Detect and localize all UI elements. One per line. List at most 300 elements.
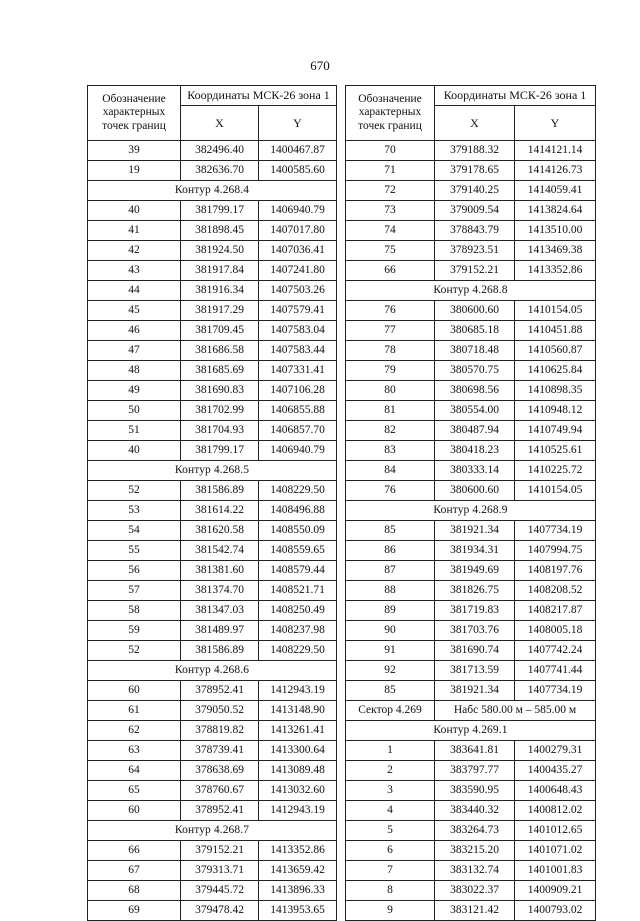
coord-x: 381614.22 (181, 501, 259, 521)
table-row (346, 761, 596, 781)
header-x: X (181, 106, 259, 141)
table-row (88, 361, 337, 381)
coord-y: 1413032.60 (259, 781, 337, 801)
coord-x: 381917.29 (181, 301, 259, 321)
coord-y: 1414126.73 (515, 161, 596, 181)
coord-y: 1400585.60 (259, 161, 337, 181)
point-number: 70 (346, 141, 435, 161)
coord-y: 1407583.04 (259, 321, 337, 341)
coord-x: 381921.34 (435, 681, 515, 701)
coord-y: 1401012.65 (515, 821, 596, 841)
table-row (88, 781, 337, 801)
point-number: 80 (346, 381, 435, 401)
table-row (346, 841, 596, 861)
coord-y: 1408229.50 (259, 641, 337, 661)
coord-x: 381702.99 (181, 401, 259, 421)
point-number: 88 (346, 581, 435, 601)
coord-x: 378638.69 (181, 761, 259, 781)
coord-x: 381917.84 (181, 261, 259, 281)
coord-y: 1401001.83 (515, 861, 596, 881)
point-number: 6 (346, 841, 435, 861)
contour-title: Контур 4.268.4 (88, 181, 337, 201)
coord-x: 381713.59 (435, 661, 515, 681)
contour-header-row (88, 181, 337, 201)
sector-row (346, 701, 596, 721)
coord-x: 383590.95 (435, 781, 515, 801)
coord-x: 380418.23 (435, 441, 515, 461)
point-number: 74 (346, 221, 435, 241)
coord-y: 1414121.14 (515, 141, 596, 161)
table-row (346, 241, 596, 261)
point-number: 77 (346, 321, 435, 341)
point-number: 81 (346, 401, 435, 421)
point-number: 61 (88, 701, 181, 721)
coord-y: 1407579.41 (259, 301, 337, 321)
coord-y: 1407331.41 (259, 361, 337, 381)
point-number: 55 (88, 541, 181, 561)
coord-y: 1400279.31 (515, 741, 596, 761)
table-row (346, 621, 596, 641)
table-row (346, 461, 596, 481)
point-number: 68 (88, 881, 181, 901)
coord-y: 1410560.87 (515, 341, 596, 361)
coord-x: 383132.74 (435, 861, 515, 881)
table-row (346, 421, 596, 441)
coord-y: 1400648.43 (515, 781, 596, 801)
table-row (88, 201, 337, 221)
coord-x: 381686.58 (181, 341, 259, 361)
coord-x: 381799.17 (181, 201, 259, 221)
coord-y: 1410225.72 (515, 461, 596, 481)
table-row (88, 881, 337, 901)
coord-y: 1407503.26 (259, 281, 337, 301)
table-row (88, 341, 337, 361)
header-y: Y (259, 106, 337, 141)
point-number: 53 (88, 501, 181, 521)
point-number: 1 (346, 741, 435, 761)
table-row (88, 621, 337, 641)
coord-y: 1407994.75 (515, 541, 596, 561)
coord-y: 1413352.86 (259, 841, 337, 861)
point-number: 40 (88, 441, 181, 461)
table-row (88, 261, 337, 281)
coord-y: 1413659.42 (259, 861, 337, 881)
coord-x: 381921.34 (435, 521, 515, 541)
point-number: 62 (88, 721, 181, 741)
point-number: 85 (346, 521, 435, 541)
coord-x: 381934.31 (435, 541, 515, 561)
coord-y: 1410451.88 (515, 321, 596, 341)
point-number: 71 (346, 161, 435, 181)
point-number: 69 (88, 901, 181, 921)
point-number: 84 (346, 461, 435, 481)
point-number: 85 (346, 681, 435, 701)
coord-y: 1408229.50 (259, 481, 337, 501)
point-number: 87 (346, 561, 435, 581)
table-row (88, 841, 337, 861)
table-row (346, 681, 596, 701)
point-number: 91 (346, 641, 435, 661)
coord-y: 1408208.52 (515, 581, 596, 601)
point-number: 44 (88, 281, 181, 301)
point-number: 72 (346, 181, 435, 201)
coord-x: 379050.52 (181, 701, 259, 721)
contour-title: Контур 4.268.6 (88, 661, 337, 681)
point-number: 56 (88, 561, 181, 581)
coord-y: 1408217.87 (515, 601, 596, 621)
point-number: 43 (88, 261, 181, 281)
point-number: 76 (346, 301, 435, 321)
coord-x: 381709.45 (181, 321, 259, 341)
coord-y: 1414059.41 (515, 181, 596, 201)
coord-y: 1410948.12 (515, 401, 596, 421)
coord-x: 380600.60 (435, 301, 515, 321)
table-row (346, 321, 596, 341)
sector-title: Сектор 4.269 (346, 701, 435, 721)
point-number: 41 (88, 221, 181, 241)
coord-y: 1407742.24 (515, 641, 596, 661)
point-number: 46 (88, 321, 181, 341)
point-number: 82 (346, 421, 435, 441)
coord-y: 1410154.05 (515, 301, 596, 321)
coord-x: 378760.67 (181, 781, 259, 801)
contour-header-row (346, 501, 596, 521)
point-number: 52 (88, 641, 181, 661)
table-row (88, 161, 337, 181)
coord-y: 1408550.09 (259, 521, 337, 541)
table-row (346, 441, 596, 461)
coord-y: 1407036.41 (259, 241, 337, 261)
point-number: 2 (346, 761, 435, 781)
contour-title: Контур 4.268.9 (346, 501, 596, 521)
coord-y: 1408496.88 (259, 501, 337, 521)
coord-y: 1413261.41 (259, 721, 337, 741)
table-row (88, 321, 337, 341)
table-row (346, 581, 596, 601)
point-number: 57 (88, 581, 181, 601)
coord-x: 381898.45 (181, 221, 259, 241)
coordinates-table-left (87, 85, 337, 921)
coord-y: 1407734.19 (515, 681, 596, 701)
coord-x: 383440.32 (435, 801, 515, 821)
point-number: 90 (346, 621, 435, 641)
coord-x: 378952.41 (181, 681, 259, 701)
coord-y: 1408579.44 (259, 561, 337, 581)
point-number: 54 (88, 521, 181, 541)
table-row (346, 401, 596, 421)
coord-x: 383022.37 (435, 881, 515, 901)
contour-header-row (88, 461, 337, 481)
table-row (346, 561, 596, 581)
coord-y: 1410898.35 (515, 381, 596, 401)
table-row (88, 521, 337, 541)
coord-y: 1406855.88 (259, 401, 337, 421)
contour-header-row (346, 721, 596, 741)
point-number: 86 (346, 541, 435, 561)
contour-title: Контур 4.268.5 (88, 461, 337, 481)
table-row (88, 681, 337, 701)
coord-y: 1413352.86 (515, 261, 596, 281)
coord-y: 1401071.02 (515, 841, 596, 861)
point-number: 83 (346, 441, 435, 461)
point-number: 78 (346, 341, 435, 361)
point-number: 8 (346, 881, 435, 901)
table-row (88, 421, 337, 441)
table-row (346, 181, 596, 201)
coord-x: 381949.69 (435, 561, 515, 581)
table-row (346, 201, 596, 221)
coord-x: 381826.75 (435, 581, 515, 601)
table-row (88, 741, 337, 761)
coord-y: 1410525.61 (515, 441, 596, 461)
contour-title: Контур 4.268.8 (346, 281, 596, 301)
table-row (346, 361, 596, 381)
point-number: 58 (88, 601, 181, 621)
coord-x: 382496.40 (181, 141, 259, 161)
coord-y: 1408197.76 (515, 561, 596, 581)
coord-x: 381685.69 (181, 361, 259, 381)
table-row (346, 821, 596, 841)
table-row (88, 501, 337, 521)
point-number: 3 (346, 781, 435, 801)
table-row (346, 741, 596, 761)
point-number: 65 (88, 781, 181, 801)
coord-x: 381542.74 (181, 541, 259, 561)
coord-y: 1408521.71 (259, 581, 337, 601)
contour-header-row (88, 821, 337, 841)
table-row (88, 561, 337, 581)
table-row (346, 661, 596, 681)
coord-x: 381586.89 (181, 481, 259, 501)
coord-y: 1412943.19 (259, 801, 337, 821)
table-row (346, 881, 596, 901)
point-number: 59 (88, 621, 181, 641)
coord-x: 379178.65 (435, 161, 515, 181)
header-coordinates-title: Координаты МСК-26 зона 1 (181, 86, 337, 106)
point-number: 48 (88, 361, 181, 381)
point-number: 49 (88, 381, 181, 401)
point-number: 19 (88, 161, 181, 181)
coordinates-table-right (345, 85, 596, 921)
point-number: 52 (88, 481, 181, 501)
contour-header-row (346, 281, 596, 301)
point-number: 7 (346, 861, 435, 881)
coord-x: 379140.25 (435, 181, 515, 201)
coord-y: 1410154.05 (515, 481, 596, 501)
coord-y: 1413953.65 (259, 901, 337, 921)
coord-x: 381924.50 (181, 241, 259, 261)
coord-x: 379152.21 (181, 841, 259, 861)
point-number: 89 (346, 601, 435, 621)
coord-x: 378923.51 (435, 241, 515, 261)
table-row (346, 861, 596, 881)
coord-y: 1407741.44 (515, 661, 596, 681)
coord-y: 1413896.33 (259, 881, 337, 901)
point-number: 51 (88, 421, 181, 441)
coord-y: 1408250.49 (259, 601, 337, 621)
point-number: 5 (346, 821, 435, 841)
table-row (346, 481, 596, 501)
coord-x: 381381.60 (181, 561, 259, 581)
coord-y: 1408559.65 (259, 541, 337, 561)
coord-x: 381347.03 (181, 601, 259, 621)
coord-x: 381916.34 (181, 281, 259, 301)
point-number: 42 (88, 241, 181, 261)
table-row (88, 581, 337, 601)
table-row (346, 381, 596, 401)
coord-x: 379188.32 (435, 141, 515, 161)
table-row (346, 601, 596, 621)
coord-y: 1400467.87 (259, 141, 337, 161)
coord-x: 383641.81 (435, 741, 515, 761)
header-y: Y (515, 106, 596, 141)
point-number: 4 (346, 801, 435, 821)
point-number: 40 (88, 201, 181, 221)
point-number: 9 (346, 901, 435, 921)
header-point-label: Обозначение характерных точек границ (346, 86, 435, 141)
coord-x: 383121.42 (435, 901, 515, 921)
coord-x: 380570.75 (435, 361, 515, 381)
table-row (346, 141, 596, 161)
table-row (88, 481, 337, 501)
coord-y: 1410625.84 (515, 361, 596, 381)
coord-x: 380698.56 (435, 381, 515, 401)
table-row (88, 601, 337, 621)
point-number: 45 (88, 301, 181, 321)
point-number: 66 (88, 841, 181, 861)
coord-y: 1413089.48 (259, 761, 337, 781)
coord-x: 381489.97 (181, 621, 259, 641)
point-number: 75 (346, 241, 435, 261)
coord-x: 378819.82 (181, 721, 259, 741)
header-x: X (435, 106, 515, 141)
coord-y: 1406857.70 (259, 421, 337, 441)
coord-y: 1408005.18 (515, 621, 596, 641)
table-row (346, 301, 596, 321)
coord-x: 379152.21 (435, 261, 515, 281)
coord-x: 378739.41 (181, 741, 259, 761)
coord-x: 379313.71 (181, 861, 259, 881)
contour-header-row (88, 661, 337, 681)
table-row (88, 761, 337, 781)
coord-y: 1407734.19 (515, 521, 596, 541)
coord-x: 383797.77 (435, 761, 515, 781)
coord-x: 379445.72 (181, 881, 259, 901)
coord-y: 1400793.02 (515, 901, 596, 921)
point-number: 60 (88, 681, 181, 701)
header-point-label: Обозначение характерных точек границ (88, 86, 181, 141)
coord-y: 1406940.79 (259, 441, 337, 461)
table-row (346, 341, 596, 361)
coord-x: 381719.83 (435, 601, 515, 621)
coord-x: 379009.54 (435, 201, 515, 221)
table-row (88, 441, 337, 461)
coord-y: 1400909.21 (515, 881, 596, 901)
coord-x: 381799.17 (181, 441, 259, 461)
coord-x: 383264.73 (435, 821, 515, 841)
coord-y: 1407017.80 (259, 221, 337, 241)
table-row (346, 521, 596, 541)
coord-y: 1408237.98 (259, 621, 337, 641)
contour-title: Контур 4.268.7 (88, 821, 337, 841)
table-row (88, 701, 337, 721)
coord-y: 1413824.64 (515, 201, 596, 221)
point-number: 66 (346, 261, 435, 281)
coord-x: 378843.79 (435, 221, 515, 241)
table-row (88, 401, 337, 421)
point-number: 92 (346, 661, 435, 681)
coord-x: 381620.58 (181, 521, 259, 541)
coord-x: 380718.48 (435, 341, 515, 361)
point-number: 79 (346, 361, 435, 381)
coord-x: 381586.89 (181, 641, 259, 661)
coord-x: 380685.18 (435, 321, 515, 341)
coord-x: 380554.00 (435, 401, 515, 421)
sector-altitude: Набс 580.00 м – 585.00 м (435, 701, 596, 721)
table-row (346, 261, 596, 281)
point-number: 39 (88, 141, 181, 161)
header-coordinates-title: Координаты МСК-26 зона 1 (435, 86, 596, 106)
point-number: 76 (346, 481, 435, 501)
table-row (346, 541, 596, 561)
table-row (88, 861, 337, 881)
table-row (88, 541, 337, 561)
coord-x: 382636.70 (181, 161, 259, 181)
coord-x: 381704.93 (181, 421, 259, 441)
point-number: 64 (88, 761, 181, 781)
coord-y: 1410749.94 (515, 421, 596, 441)
table-row (346, 641, 596, 661)
coord-x: 380600.60 (435, 481, 515, 501)
coord-x: 379478.42 (181, 901, 259, 921)
table-row (346, 801, 596, 821)
coord-y: 1400812.02 (515, 801, 596, 821)
page-number: 670 (310, 58, 330, 73)
table-row (88, 281, 337, 301)
table-row (88, 301, 337, 321)
table-row (346, 221, 596, 241)
table-row (88, 801, 337, 821)
table-row (88, 381, 337, 401)
coord-x: 378952.41 (181, 801, 259, 821)
coord-y: 1400435.27 (515, 761, 596, 781)
coord-y: 1413510.00 (515, 221, 596, 241)
coord-y: 1412943.19 (259, 681, 337, 701)
coord-y: 1407583.44 (259, 341, 337, 361)
point-number: 63 (88, 741, 181, 761)
table-row (346, 781, 596, 801)
point-number: 47 (88, 341, 181, 361)
coord-y: 1413300.64 (259, 741, 337, 761)
coord-y: 1413148.90 (259, 701, 337, 721)
point-number: 50 (88, 401, 181, 421)
contour-title: Контур 4.269.1 (346, 721, 596, 741)
coord-x: 381374.70 (181, 581, 259, 601)
point-number: 73 (346, 201, 435, 221)
coord-y: 1407106.28 (259, 381, 337, 401)
coord-x: 380487.94 (435, 421, 515, 441)
coord-x: 383215.20 (435, 841, 515, 861)
coord-y: 1413469.38 (515, 241, 596, 261)
coord-x: 381690.74 (435, 641, 515, 661)
point-number: 67 (88, 861, 181, 881)
table-row (346, 161, 596, 181)
coord-y: 1407241.80 (259, 261, 337, 281)
table-row (88, 221, 337, 241)
coord-x: 380333.14 (435, 461, 515, 481)
point-number: 60 (88, 801, 181, 821)
coord-x: 381703.76 (435, 621, 515, 641)
